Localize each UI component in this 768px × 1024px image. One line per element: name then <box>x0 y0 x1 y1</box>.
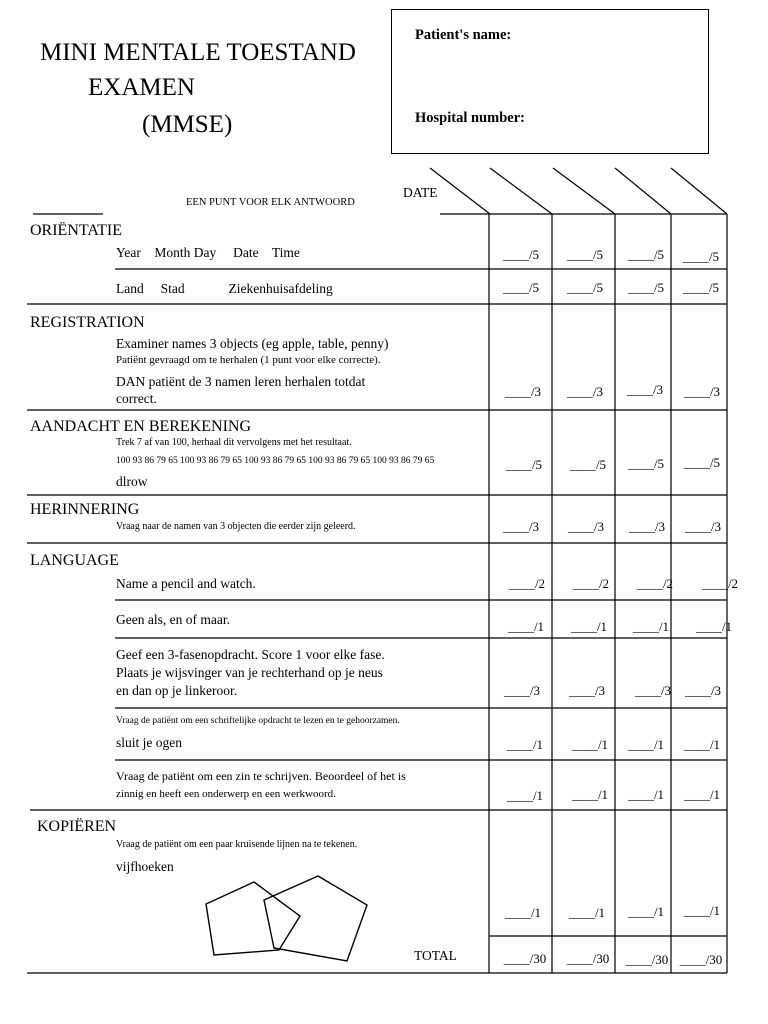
copying-shape-label: vijfhoeken <box>116 859 174 874</box>
language-command-line-1: Geef een 3-fasenopdracht. Score 1 voor elke fase. <box>116 647 385 662</box>
recall-instruction: Vraag naar de namen van 3 objecten die eerder zijn geleerd. <box>116 521 356 532</box>
registration-line-4: correct. <box>116 391 157 406</box>
score-repetition[interactable]: ____/1 <box>570 619 608 634</box>
total-label: TOTAL <box>414 948 457 963</box>
score-command[interactable]: ____/3 <box>568 683 606 698</box>
registration-line-3: DAN patiënt de 3 namen leren herhalen totdat <box>116 374 366 389</box>
score-naming[interactable]: ____/2 <box>636 576 674 591</box>
language-repetition: Geen als, en of maar. <box>116 612 230 627</box>
score-orientation-place[interactable]: ____/5 <box>566 280 604 295</box>
score-naming[interactable]: ____/2 <box>572 576 610 591</box>
date-label: DATE <box>403 185 438 200</box>
score-naming[interactable]: ____/2 <box>701 576 739 591</box>
score-orientation-place[interactable]: ____/5 <box>682 280 720 295</box>
score-command[interactable]: ____/3 <box>684 683 722 698</box>
score-recall[interactable]: ____/3 <box>502 519 540 534</box>
registration-line-1: Examiner names 3 objects (eg apple, table, penny) <box>116 336 389 351</box>
date-header-diagonal <box>671 168 727 214</box>
attention-instruction: Trek 7 af van 100, herhaal dit vervolgens met het resultaat. <box>116 437 352 448</box>
title-line-3: (MMSE) <box>142 111 233 138</box>
score-orientation-place[interactable]: ____/5 <box>627 280 665 295</box>
score-attention[interactable]: ____/5 <box>569 457 607 472</box>
attention-spelling: dlrow <box>116 474 148 489</box>
hospital-number-label: Hospital number: <box>415 110 525 126</box>
score-orientation-place[interactable]: ____/5 <box>502 280 540 295</box>
title-line-1: MINI MENTALE TOESTAND <box>40 39 356 66</box>
score-repetition[interactable]: ____/1 <box>632 619 670 634</box>
score-attention[interactable]: ____/5 <box>505 457 543 472</box>
attention-serial-sevens: 100 93 86 79 65 100 93 86 79 65 100 93 86 79 65 100 93 86 79 65 100 93 86 79 65 <box>116 456 435 466</box>
score-repetition[interactable]: ____/1 <box>695 619 733 634</box>
score-copying[interactable]: ____/1 <box>627 904 665 919</box>
score-copying[interactable]: ____/1 <box>504 905 542 920</box>
score-orientation-time[interactable]: ____/5 <box>502 247 540 262</box>
language-reading-instruction: Vraag de patiënt om een schriftelijke opdracht te lezen en te gehoorzamen. <box>116 716 400 726</box>
score-total[interactable]: ____/30 <box>503 951 547 966</box>
language-naming: Name a pencil and watch. <box>116 576 256 591</box>
patient-name-label: Patient's name: <box>415 27 512 43</box>
language-command-line-3: en dan op je linkeroor. <box>116 683 238 698</box>
score-registration[interactable]: ____/3 <box>504 384 542 399</box>
orientation-time-items: Year Month Day Date Time <box>116 245 300 260</box>
score-reading[interactable]: ____/1 <box>571 737 609 752</box>
score-recall[interactable]: ____/3 <box>684 519 722 534</box>
score-naming[interactable]: ____/2 <box>508 576 546 591</box>
score-orientation-time[interactable]: ____/5 <box>682 249 720 264</box>
copying-instruction: Vraag de patiënt om een paar kruisende lijnen na te tekenen. <box>116 839 358 850</box>
date-header-diagonal <box>490 168 552 214</box>
score-recall[interactable]: ____/3 <box>567 519 605 534</box>
registration-line-2: Patiënt gevraagd om te herhalen (1 punt voor elke correcte). <box>116 354 381 366</box>
score-writing[interactable]: ____/1 <box>627 787 665 802</box>
score-total[interactable]: ____/30 <box>625 952 669 967</box>
section-heading-language: LANGUAGE <box>30 552 119 569</box>
score-attention[interactable]: ____/5 <box>627 456 665 471</box>
score-copying[interactable]: ____/1 <box>683 903 721 918</box>
score-writing[interactable]: ____/1 <box>683 787 721 802</box>
score-attention[interactable]: ____/5 <box>683 455 721 470</box>
score-registration[interactable]: ____/3 <box>683 384 721 399</box>
language-command-line-2: Plaats je wijsvinger van je rechterhand op je neus <box>116 665 383 680</box>
section-heading-registration: REGISTRATION <box>30 314 145 331</box>
score-writing[interactable]: ____/1 <box>571 787 609 802</box>
score-command[interactable]: ____/3 <box>634 683 672 698</box>
score-reading[interactable]: ____/1 <box>683 737 721 752</box>
date-header-diagonal <box>430 168 490 214</box>
language-reading-command: sluit je ogen <box>116 735 182 750</box>
score-repetition[interactable]: ____/1 <box>507 619 545 634</box>
pentagon-drawing <box>206 882 300 955</box>
score-orientation-time[interactable]: ____/5 <box>566 247 604 262</box>
date-header-diagonal <box>553 168 615 214</box>
section-heading-recall: HERINNERING <box>30 501 140 518</box>
orientation-place-items: Land Stad Ziekenhuisafdeling <box>116 281 333 296</box>
score-writing[interactable]: ____/1 <box>506 788 544 803</box>
title-line-2: EXAMEN <box>88 74 195 101</box>
score-registration[interactable]: ____/3 <box>566 384 604 399</box>
score-command[interactable]: ____/3 <box>503 683 541 698</box>
language-writing-line-2: zinnig en heeft een onderwerp en een werkwoord. <box>116 788 336 800</box>
score-reading[interactable]: ____/1 <box>506 737 544 752</box>
score-registration[interactable]: ____/3 <box>626 382 664 397</box>
score-total[interactable]: ____/30 <box>679 952 723 967</box>
score-copying[interactable]: ____/1 <box>568 905 606 920</box>
section-heading-orientation: ORIËNTATIE <box>30 222 123 239</box>
instruction-label: EEN PUNT VOOR ELK ANTWOORD <box>186 197 355 208</box>
language-writing-line-1: Vraag de patiënt om een zin te schrijven. Beoordeel of het is <box>116 769 406 783</box>
score-reading[interactable]: ____/1 <box>627 737 665 752</box>
score-recall[interactable]: ____/3 <box>628 519 666 534</box>
score-total[interactable]: ____/30 <box>566 951 610 966</box>
section-heading-copying: KOPIËREN <box>37 818 117 835</box>
score-orientation-time[interactable]: ____/5 <box>627 247 665 262</box>
date-header-diagonal <box>615 168 671 214</box>
section-heading-attention: AANDACHT EN BEREKENING <box>30 418 252 435</box>
